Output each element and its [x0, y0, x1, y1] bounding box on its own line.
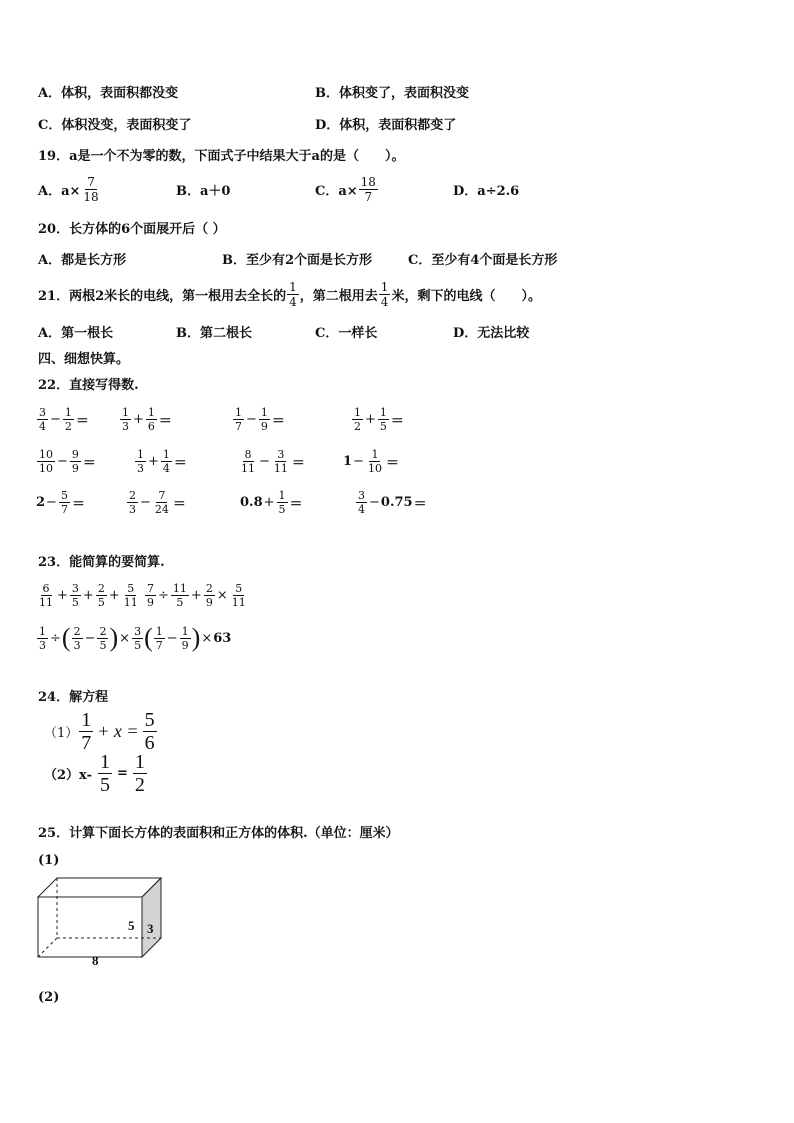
q21-option-c: C．一样长	[315, 326, 378, 341]
divide-sign: ÷	[158, 587, 169, 603]
q19-d-text: D．a÷2.6	[453, 183, 520, 199]
equals-sign: ＝	[75, 413, 89, 429]
minus-sign: −	[369, 494, 380, 510]
left-paren: (	[144, 623, 153, 652]
dim-width-label: 5	[128, 918, 135, 933]
times-sign: ×	[216, 587, 228, 603]
q18-option-d: D．体积，表面积都变了	[315, 118, 457, 133]
num: 11	[172, 581, 187, 595]
den: 3	[129, 502, 136, 516]
q24-stem: 24．解方程	[38, 690, 109, 705]
den: 7	[60, 502, 68, 516]
q22-r3-item1	[36, 485, 85, 519]
num: 9	[71, 447, 79, 461]
num: 7	[147, 581, 154, 595]
q20-option-b: B．至少有2个面是长方形	[222, 253, 373, 268]
q24-equation-1	[44, 710, 158, 752]
plus-sign: +	[57, 587, 68, 603]
num: 8	[244, 447, 252, 461]
q25-stem: 25．计算下面长方体的表面积和正方体的体积.（单位：厘米）	[38, 826, 399, 841]
q21-stem	[38, 276, 541, 312]
den: 5	[278, 502, 286, 516]
den: 9	[205, 595, 213, 609]
q22-r1-item2	[119, 402, 172, 436]
q21-fraction-1	[287, 281, 299, 308]
den: 10	[367, 461, 382, 475]
q25-part-2-label: (2)	[38, 990, 60, 1005]
num: 1	[260, 405, 268, 419]
q25-part-1-label: (1)	[38, 853, 60, 868]
plus-sign: +	[82, 587, 94, 603]
den: 6	[147, 419, 155, 433]
q21-option-a: A．第一根长	[38, 326, 114, 341]
num: 1	[122, 405, 129, 419]
q19-option-a	[38, 171, 102, 207]
q19-option-c	[315, 171, 379, 207]
q20-stem: 20．长方体的6个面展开后（ ）	[38, 222, 226, 237]
den: 3	[122, 419, 129, 433]
hidden-edge-diagonal	[38, 938, 57, 957]
num: 3	[277, 447, 285, 461]
den: 2	[134, 773, 145, 796]
num: 1	[155, 624, 163, 638]
times-sign: ×	[119, 630, 131, 646]
den: 7	[155, 638, 163, 652]
q23-expression-1	[36, 578, 141, 612]
equals-sign: ＝	[291, 455, 305, 471]
q20-option-a: A．都是长方形	[38, 253, 127, 268]
num: 10	[39, 447, 53, 461]
q21-stem-part1: 21．两根2米长的电线，第一根用去全长的	[38, 288, 287, 304]
equals-sign: ＝	[172, 496, 186, 512]
equals-sign: ＝	[413, 496, 427, 512]
q19-a-num: 7	[87, 174, 95, 189]
whole-number: 1	[343, 453, 353, 469]
q18-option-a: A．体积，表面积都没变	[38, 86, 179, 101]
num: 1	[39, 624, 46, 638]
q24-p1-middle: + x =	[97, 720, 139, 741]
den: 9	[260, 419, 268, 433]
q22-r1-item1	[36, 402, 89, 436]
q24-p2-middle: =	[116, 765, 128, 781]
q19-stem: 19．a是一个不为零的数，下面式子中结果大于a的是（ ）。	[38, 149, 405, 164]
q21-option-d: D．无法比较	[453, 326, 530, 341]
q19-c-fraction	[359, 176, 378, 203]
den: 7	[235, 419, 242, 433]
num: 1	[371, 447, 379, 461]
equals-sign: ＝	[82, 455, 96, 471]
den: 6	[144, 731, 155, 754]
num: 2	[205, 581, 213, 595]
num: 5	[144, 708, 155, 731]
q24-p1-label: （1）	[44, 725, 79, 741]
num: 2	[99, 624, 107, 638]
plus-sign: +	[108, 587, 120, 603]
q23-expression-2	[144, 578, 249, 612]
cuboid-figure	[30, 870, 170, 970]
equals-sign: ＝	[71, 496, 85, 512]
minus-sign: −	[57, 453, 68, 469]
q23-expression-3	[36, 620, 231, 656]
num: 1	[278, 488, 286, 502]
num: 1	[99, 750, 110, 773]
q19-c-prefix: C．a×	[315, 183, 358, 199]
den: 3	[39, 638, 46, 652]
q21-f2-num: 1	[380, 279, 389, 294]
num: 1	[64, 405, 72, 419]
q19-c-num: 18	[360, 174, 376, 189]
den: 11	[231, 595, 246, 609]
num: 1	[162, 447, 170, 461]
left-paren: (	[61, 623, 71, 652]
q22-r2-item2	[134, 444, 187, 478]
divide-sign: ÷	[50, 630, 61, 646]
num: 1	[147, 405, 155, 419]
times-sign: ×	[201, 630, 213, 646]
q18-option-b: B．体积变了，表面积没变	[315, 86, 469, 101]
den: 7	[81, 731, 92, 754]
q22-r3-item4	[355, 485, 427, 519]
num: 3	[39, 405, 46, 419]
right-paren: )	[109, 623, 119, 652]
den: 5	[71, 595, 79, 609]
den: 9	[71, 461, 79, 475]
q24-p2-label: （2）x-	[44, 767, 92, 783]
den: 5	[99, 638, 107, 652]
equals-sign: ＝	[173, 455, 187, 471]
plus-sign: +	[263, 494, 275, 510]
q21-f1-den: 4	[289, 294, 297, 309]
minus-sign: −	[84, 630, 96, 646]
q19-option-b	[176, 171, 230, 207]
minus-sign: −	[259, 453, 270, 469]
q21-f2-den: 4	[380, 294, 389, 309]
dim-height-label: 3	[147, 921, 154, 936]
dim-length-label: 8	[92, 953, 99, 968]
num: 5	[60, 488, 68, 502]
den: 2	[354, 419, 361, 433]
num: 3	[358, 488, 365, 502]
q21-f1-num: 1	[289, 279, 297, 294]
den: 9	[147, 595, 154, 609]
num: 1	[235, 405, 242, 419]
q19-b-text: B．a＋0	[176, 183, 231, 199]
num: 1	[81, 708, 92, 731]
minus-sign: −	[246, 411, 257, 427]
den: 11	[273, 461, 288, 475]
num: 7	[158, 488, 166, 502]
q21-option-b: B．第二根长	[176, 326, 252, 341]
equals-sign: ＝	[390, 413, 404, 429]
whole-number: 2	[36, 494, 46, 510]
equals-sign: ＝	[158, 413, 172, 429]
q22-r1-item4	[351, 402, 404, 436]
q22-r3-item3	[240, 485, 303, 519]
equals-sign: ＝	[271, 413, 285, 429]
num: 2	[97, 581, 105, 595]
den: 5	[134, 638, 142, 652]
q21-stem-part2: ，第二根用去	[299, 288, 378, 304]
num: 1	[354, 405, 361, 419]
den: 3	[73, 638, 81, 652]
q19-a-fraction	[81, 176, 100, 203]
num: 1	[379, 405, 387, 419]
minus-sign: −	[46, 494, 57, 510]
cuboid-top-face	[38, 878, 161, 897]
plus-sign: +	[365, 411, 376, 427]
q22-r2-item1	[36, 444, 96, 478]
equals-sign: ＝	[289, 496, 303, 512]
num: 3	[71, 581, 79, 595]
num: 2	[129, 488, 136, 502]
q19-c-den: 7	[364, 189, 373, 204]
den: 9	[181, 638, 189, 652]
minus-sign: −	[50, 411, 61, 427]
den: 5	[97, 595, 105, 609]
num: 2	[73, 624, 81, 638]
num: 1	[134, 750, 145, 773]
q22-r1-item3	[232, 402, 285, 436]
whole-number: 63	[213, 630, 232, 646]
q22-r3-item2	[126, 485, 186, 519]
q21-stem-part3: 米，剩下的电线（ ）。	[391, 288, 541, 304]
den: 2	[64, 419, 72, 433]
num: 1	[137, 447, 144, 461]
plus-sign: +	[190, 587, 202, 603]
q19-a-den: 18	[83, 189, 99, 204]
right-paren: )	[191, 623, 201, 652]
den: 11	[39, 595, 53, 609]
decimal-number: 0.75	[380, 494, 413, 510]
num: 6	[42, 581, 50, 595]
section-4-heading: 四、细想快算。	[38, 352, 130, 367]
q19-option-d	[453, 171, 519, 207]
minus-sign: −	[140, 494, 151, 510]
q21-fraction-2	[379, 281, 391, 308]
q23-stem: 23．能简算的要简算.	[38, 555, 165, 570]
q22-r2-item3	[238, 444, 305, 478]
den: 5	[379, 419, 387, 433]
den: 11	[123, 595, 138, 609]
q22-r2-item4	[343, 444, 399, 478]
num: 5	[127, 581, 135, 595]
whole-number: 0.8	[240, 494, 263, 510]
den: 4	[358, 502, 365, 516]
q18-option-c: C．体积没变，表面积变了	[38, 118, 192, 133]
den: 11	[241, 461, 255, 475]
cuboid-right-face	[142, 878, 161, 957]
num: 5	[235, 581, 243, 595]
q22-stem: 22．直接写得数.	[38, 378, 139, 393]
den: 24	[154, 502, 169, 516]
equals-sign: ＝	[385, 455, 399, 471]
q19-a-prefix: A．a×	[38, 183, 81, 199]
q24-equation-2	[44, 752, 148, 794]
minus-sign: −	[166, 630, 178, 646]
num: 3	[134, 624, 142, 638]
den: 10	[39, 461, 53, 475]
plus-sign: +	[133, 411, 144, 427]
den: 4	[39, 419, 46, 433]
den: 5	[176, 595, 184, 609]
cuboid-front-face	[38, 897, 142, 957]
q20-option-c: C．至少有4个面是长方形	[408, 253, 558, 268]
num: 1	[181, 624, 189, 638]
den: 5	[99, 773, 110, 796]
den: 3	[137, 461, 144, 475]
plus-sign: +	[148, 453, 159, 469]
minus-sign: −	[353, 453, 364, 469]
den: 4	[162, 461, 170, 475]
